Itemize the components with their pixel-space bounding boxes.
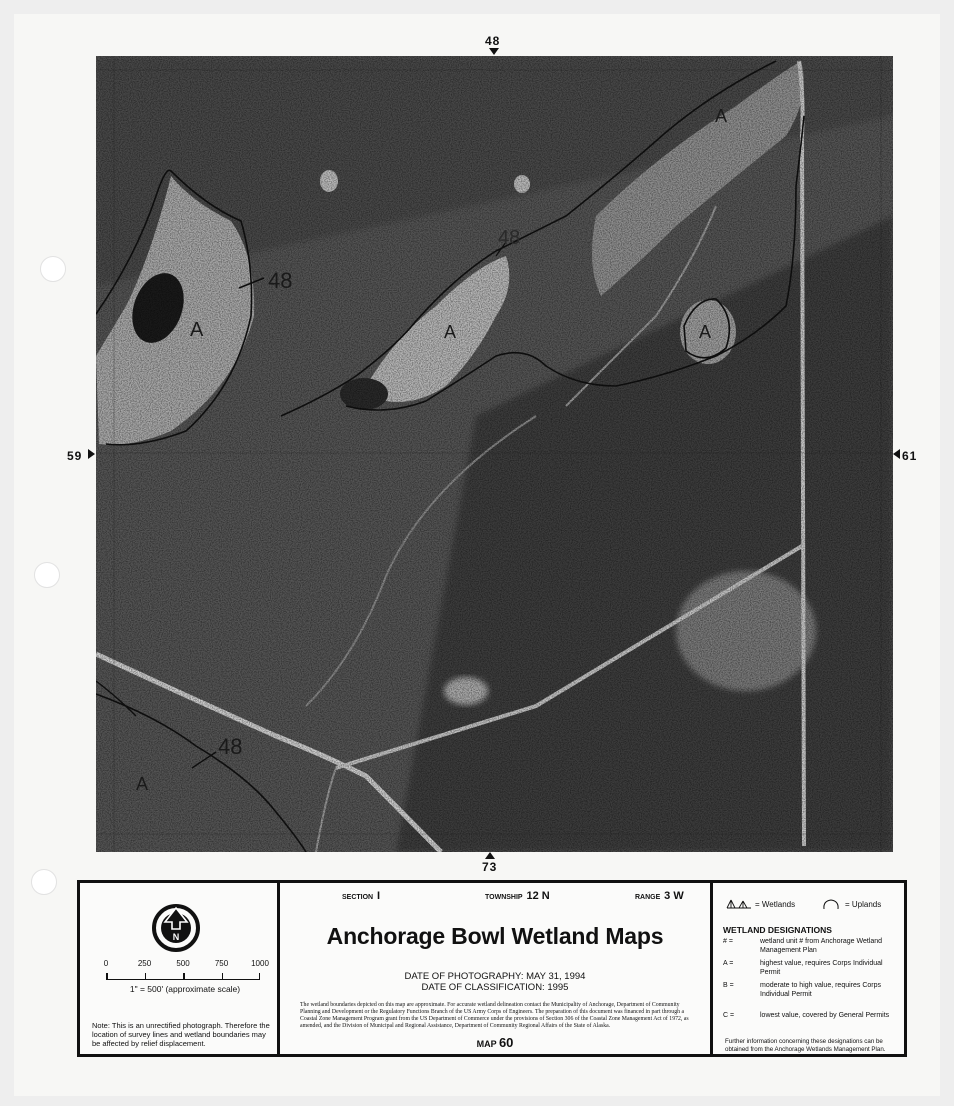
- range-value: 3 W: [664, 890, 684, 902]
- township-label: TOWNSHIP: [485, 894, 523, 901]
- township-field: [485, 890, 550, 902]
- wetlands-symbol-label: = Wetlands: [755, 900, 796, 909]
- adjacent-map-bottom: 73: [482, 860, 498, 874]
- legend-scale-panel: [80, 883, 280, 1054]
- wetlands-symbol-icon: [725, 898, 753, 912]
- adjacent-map-top: 48: [485, 34, 501, 48]
- designation-key: B =: [723, 982, 734, 989]
- section-label: SECTION: [342, 894, 374, 901]
- further-information: Further information concerning these designations can be obtained from the Anchorage Wetlands Management Plan.: [725, 1038, 886, 1053]
- map-number: 60: [498, 1035, 514, 1050]
- designation-key: A =: [723, 960, 734, 967]
- legend-designations-panel: [713, 883, 904, 1054]
- wetland-class-label: A: [190, 319, 204, 341]
- arrow-down-icon: [489, 48, 499, 55]
- designation-text: wetland unit # from Anchorage Wetland Management Plan: [760, 938, 883, 954]
- north-letter: N: [172, 932, 180, 942]
- map-legend: [77, 880, 907, 1057]
- scale-tick-label: 500: [176, 959, 190, 968]
- scale-tick-label: 750: [214, 959, 229, 968]
- binder-hole: [34, 562, 60, 588]
- arrow-left-icon: [893, 449, 900, 459]
- section-value: I: [377, 890, 381, 902]
- wetland-unit-label: 48: [218, 734, 243, 759]
- scale-label: 1" = 500' (approximate scale): [129, 984, 241, 994]
- designation-text: moderate to high value, requires Corps Individual Permit: [760, 982, 882, 998]
- map-number-field: [280, 1035, 710, 1050]
- photography-date: DATE OF PHOTOGRAPHY: MAY 31, 1994: [404, 971, 586, 982]
- designation-text: lowest value, covered by General Permits: [760, 1012, 890, 1019]
- wetland-class-label: A: [715, 106, 728, 126]
- designation-key: C =: [723, 1012, 735, 1019]
- legend-title-panel: [280, 883, 713, 1054]
- designation-text: highest value, requires Corps Individual Permit: [760, 960, 883, 976]
- uplands-symbol-label: = Uplands: [845, 900, 882, 909]
- adjacent-map-left: 59: [67, 449, 83, 463]
- range-field: [635, 890, 684, 902]
- unrectified-note: Note: This is an unrectified photograph. Therefore the location of survey lines and wetland boundaries may be affected by relief displacement.: [92, 1021, 270, 1048]
- disclaimer-text: The wetland boundaries depicted on this map are approximate. For accurate wetland delineation contact the Municipality of Anchorage, Department of Community Planning and Development or the Regulatory Functions Branch of the US Army Corps of Engineers. The preparation of this document was financed in part through a Coastal Zone Management Program grant from the US Department of Commerce under the provisions of Section 306 of the Coastal Zone Management Act of 1972, as amended, and the Division of Municipal and Regional Assistance, Department of Community Regional Affairs of the State of Alaska.: [300, 1002, 689, 1029]
- adjacent-map-right: 61: [902, 449, 918, 463]
- classification-date: DATE OF CLASSIFICATION: 1995: [421, 982, 569, 993]
- designations-title: WETLAND DESIGNATIONS: [723, 925, 832, 935]
- scale-bar: [100, 959, 270, 994]
- arrow-right-icon: [88, 449, 95, 459]
- designation-key: # =: [723, 938, 733, 945]
- township-value: 12 N: [526, 890, 550, 902]
- wetland-class-label: A: [444, 322, 457, 342]
- arrow-up-icon: [485, 852, 495, 859]
- scale-tick-label: 0: [103, 959, 109, 968]
- binder-hole: [31, 869, 57, 895]
- uplands-symbol-icon: [821, 898, 841, 912]
- map-label: MAP: [476, 1039, 497, 1049]
- north-arrow-icon: [151, 903, 201, 953]
- scale-tick-label: 250: [137, 959, 152, 968]
- aerial-photograph: [96, 56, 893, 852]
- range-label: RANGE: [635, 894, 661, 901]
- scale-tick-label: 1000: [251, 959, 269, 968]
- wetland-unit-label: 48: [498, 227, 521, 249]
- wetland-unit-label: 48: [268, 268, 293, 293]
- binder-hole: [40, 256, 66, 282]
- section-field: [342, 890, 380, 902]
- map-title: Anchorage Bowl Wetland Maps: [326, 923, 664, 949]
- wetland-class-label: A: [699, 322, 712, 342]
- wetland-class-label: A: [136, 774, 149, 794]
